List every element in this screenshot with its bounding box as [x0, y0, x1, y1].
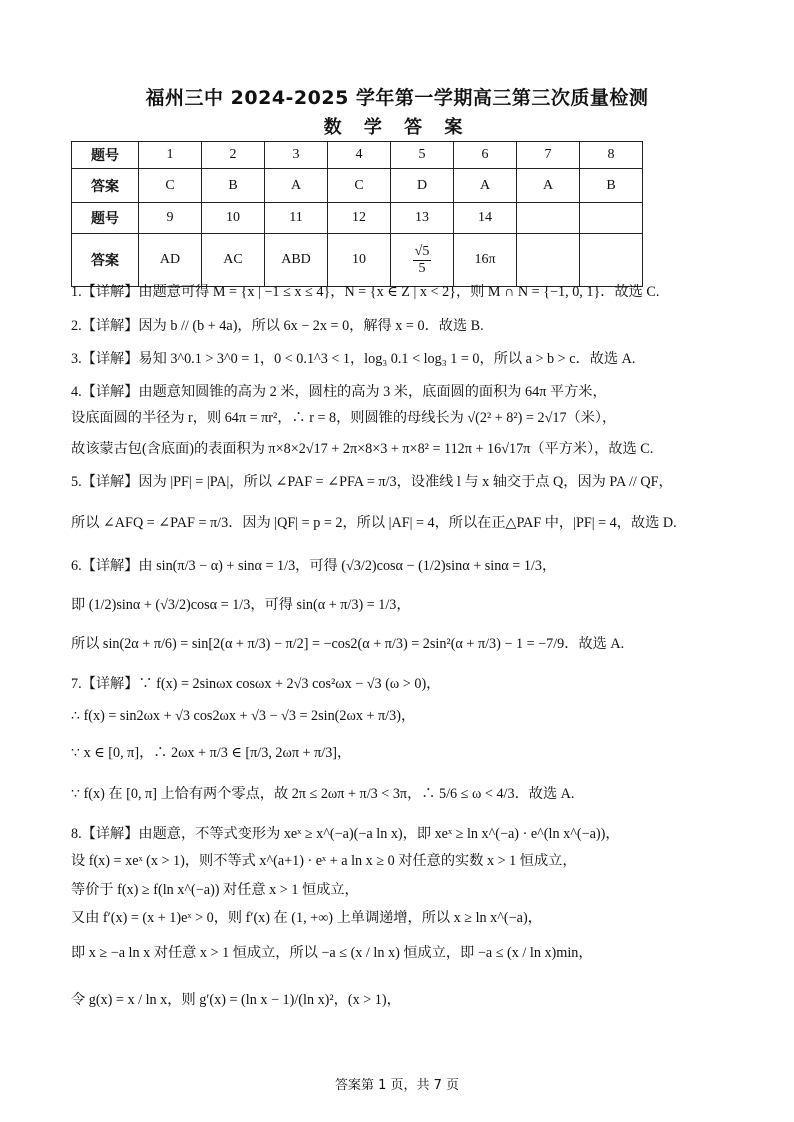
answer-cell: AC — [202, 234, 265, 287]
table-row — [72, 142, 643, 169]
solution-line: 故该蒙古包(含底面)的表面积为 π×8×2√17 + 2π×8×3 + π×8² = 112π + 16√17π（平方米），故选 C. — [71, 441, 654, 457]
row-label-question: 题号 — [72, 142, 139, 169]
solution-line: 设底面圆的半径为 r，则 64π = πr²，∴ r = 8，则圆锥的母线长为 √(2² + 8²) = 2√17（米）， — [71, 410, 617, 426]
answer-cell: 10 — [328, 234, 391, 287]
solution-line: 等价于 f(x) ≥ f(ln x^(−a)) 对任意 x > 1 恒成立， — [71, 882, 359, 898]
solution-line: 4.【详解】由题意知圆锥的高为 2 米，圆柱的高为 3 米，底面圆的面积为 64π 平方米， — [71, 384, 607, 400]
answer-cell: AD — [139, 234, 202, 287]
answer-cell: C — [139, 169, 202, 203]
answer-cell: B — [202, 169, 265, 203]
question-number: 4 — [328, 142, 391, 169]
fraction-denominator: 5 — [418, 260, 426, 276]
answer-cell: B — [580, 169, 643, 203]
row-label-answer: 答案 — [72, 169, 139, 203]
answer-cell — [580, 234, 643, 287]
answer-cell — [517, 234, 580, 287]
solution-line: 6.【详解】由 sin(π/3 − α) + sinα = 1/3，可得 (√3/2)cosα − (1/2)sinα + sinα = 1/3， — [71, 558, 557, 574]
solution-line: 所以 ∠AFQ = ∠PAF = π/3．因为 |QF| = p = 2，所以 |AF| = 4，所以在正△PAF 中，|PF| = 4，故选 D. — [71, 515, 677, 531]
page-title: 福州三中 2024-2025 学年第一学期高三第三次质量检测 — [145, 87, 649, 109]
answer-cell: D — [391, 169, 454, 203]
solution-line: 3.【详解】易知 3^0.1 > 3^0 = 1，0 < 0.1^3 < 1，log₃ 0.1 < log₃ 1 = 0，所以 a > b > c．故选 A. — [71, 351, 636, 367]
question-number: 8 — [580, 142, 643, 169]
solution-line: 8.【详解】由题意，不等式变形为 xeˣ ≥ x^(−a)(−a ln x)，即 xeˣ ≥ ln x^(−a) · e^(ln x^(−a))， — [71, 826, 620, 842]
answer-cell: A — [517, 169, 580, 203]
question-number: 6 — [454, 142, 517, 169]
page-subtitle: 数 学 答 案 — [323, 117, 471, 138]
solution-line: ∵ x ∈ [0, π]，∴ 2ωx + π/3 ∈ [π/3, 2ωπ + π/3]， — [71, 745, 352, 761]
answer-cell: A — [265, 169, 328, 203]
solution-line: 5.【详解】因为 |PF| = |PA|，所以 ∠PAF = ∠PFA = π/3，设准线 l 与 x 轴交于点 Q，因为 PA // QF， — [71, 474, 673, 490]
solution-line: ∵ f(x) 在 [0, π] 上恰有两个零点，故 2π ≤ 2ωπ + π/3 < 3π，∴ 5/6 ≤ ω < 4/3．故选 A. — [71, 786, 575, 802]
table-row — [72, 234, 643, 287]
table-row — [72, 203, 643, 234]
page-footer: 答案第 1 页，共 7 页 — [334, 1078, 460, 1093]
solution-line: 1.【详解】由题意可得 M = {x | −1 ≤ x ≤ 4}，N = {x ∈ Z | x < 2}，则 M ∩ N = {−1, 0, 1}．故选 C. — [71, 284, 660, 300]
fraction-numerator: √5 — [414, 244, 430, 260]
question-number: 7 — [517, 142, 580, 169]
answer-cell: A — [454, 169, 517, 203]
row-label-answer: 答案 — [72, 234, 139, 287]
question-number — [517, 203, 580, 234]
row-label-question: 题号 — [72, 203, 139, 234]
solution-line: 2.【详解】因为 b // (b + 4a)，所以 6x − 2x = 0，解得 x = 0．故选 B. — [71, 318, 484, 334]
answer-cell: 16π — [454, 234, 517, 287]
solution-line: 令 g(x) = x / ln x，则 g′(x) = (ln x − 1)/(ln x)²，(x > 1)， — [71, 992, 401, 1008]
answer-cell: C — [328, 169, 391, 203]
question-number: 3 — [265, 142, 328, 169]
question-number: 9 — [139, 203, 202, 234]
question-number: 1 — [139, 142, 202, 169]
answer-cell-fraction — [391, 234, 454, 287]
question-number: 13 — [391, 203, 454, 234]
question-number: 10 — [202, 203, 265, 234]
fraction — [413, 244, 432, 276]
table-row — [72, 169, 643, 203]
question-number: 2 — [202, 142, 265, 169]
solution-line: ∴ f(x) = sin2ωx + √3 cos2ωx + √3 − √3 = 2sin(2ωx + π/3)， — [71, 708, 416, 724]
question-number: 12 — [328, 203, 391, 234]
question-number: 14 — [454, 203, 517, 234]
solution-line: 7.【详解】∵ f(x) = 2sinωx cosωx + 2√3 cos²ωx − √3 (ω > 0)， — [71, 676, 441, 692]
solution-line: 即 (1/2)sinα + (√3/2)cosα = 1/3，可得 sin(α + π/3) = 1/3， — [71, 597, 411, 613]
question-number: 5 — [391, 142, 454, 169]
answer-cell: ABD — [265, 234, 328, 287]
question-number: 11 — [265, 203, 328, 234]
solution-line: 所以 sin(2α + π/6) = sin[2(α + π/3) − π/2] = −cos2(α + π/3) = 2sin²(α + π/3) − 1 = −7/9．故选 A. — [71, 636, 625, 652]
question-number — [580, 203, 643, 234]
solution-line: 设 f(x) = xeˣ (x > 1)，则不等式 x^(a+1) · eˣ + a ln x ≥ 0 对任意的实数 x > 1 恒成立， — [71, 853, 577, 869]
answer-table — [71, 141, 643, 287]
solution-line: 又由 f′(x) = (x + 1)eˣ > 0，则 f′(x) 在 (1, +∞) 上单调递增，所以 x ≥ ln x^(−a)， — [71, 910, 542, 926]
solution-line: 即 x ≥ −a ln x 对任意 x > 1 恒成立，所以 −a ≤ (x / ln x) 恒成立，即 −a ≤ (x / ln x)min， — [71, 945, 593, 961]
